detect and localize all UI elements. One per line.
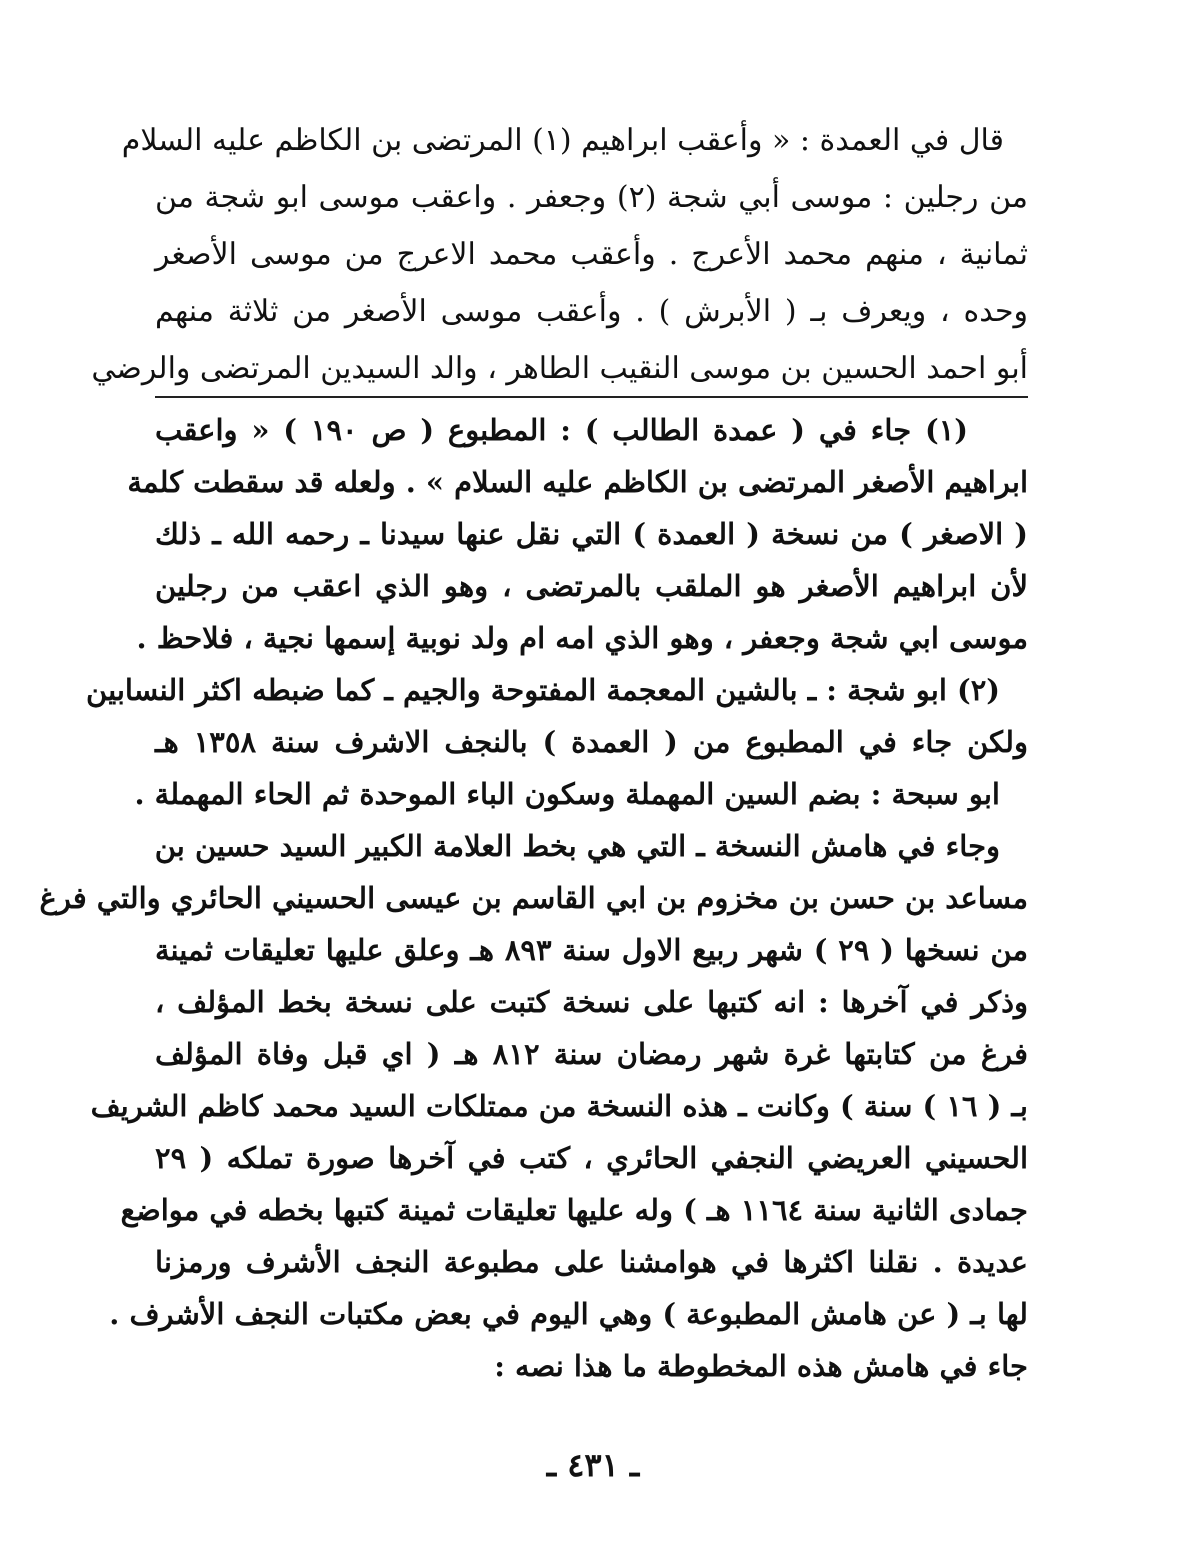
footnote-line: (٢) ابو شجة : ـ بالشين المعجمة المفتوحة والجيم ـ كما ضبطه اكثر النسابين (86, 673, 1000, 707)
footnote-line: (١) جاء في ( عمدة الطالب ) : المطبوع ( ص ١٩٠ ) « واعقب (155, 413, 968, 447)
main-text-line: من رجلين : موسى أبي شجة (٢) وجعفر . واعقب موسى ابو شجة من (155, 180, 1028, 215)
page-number: ـ ٤٣١ ـ (546, 1446, 640, 1484)
footnote-line: مساعد بن حسن بن مخزوم بن ابي القاسم بن عيسى الحسيني الحائري والتي فرغ (39, 881, 1028, 915)
main-text-line: ثمانية ، منهم محمد الأعرج . وأعقب محمد الاعرج من موسى الأصغر (155, 237, 1028, 272)
footnote-line: لأن ابراهيم الأصغر هو الملقب بالمرتضى ، وهو الذي اعقب من رجلين (155, 569, 1028, 603)
footnote-line: موسى ابي شجة وجعفر ، وهو الذي امه ام ولد نوبية إسمها نجية ، فلاحظ . (136, 621, 1028, 655)
footnote-line: فرغ من كتابتها غرة شهر رمضان سنة ٨١٢ هـ ( اي قبل وفاة المؤلف (155, 1037, 1028, 1071)
footnote-line: من نسخها ( ٢٩ ) شهر ربيع الاول سنة ٨٩٣ هـ وعلق عليها تعليقات ثمينة (155, 933, 1028, 967)
footnote-line: جاء في هامش هذه المخطوطة ما هذا نصه : (494, 1349, 1028, 1383)
main-text (91, 112, 1028, 397)
footnote-line: ابراهيم الأصغر المرتضى بن الكاظم عليه السلام » . ولعله قد سقطت كلمة (127, 465, 1028, 499)
footnote-line: الحسيني العريضي النجفي الحائري ، كتب في آخرها صورة تملكه ( ٢٩ (155, 1141, 1028, 1175)
footnote-line: وجاء في هامش النسخة ـ التي هي بخط العلامة الكبير السيد حسين بن (154, 829, 1000, 863)
footnote-line: ابو سبحة : بضم السين المهملة وسكون الباء الموحدة ثم الحاء المهملة . (134, 777, 1000, 811)
main-text-line: أبو احمد الحسين بن موسى النقيب الطاهر ، والد السيدين المرتضى والرضي (91, 351, 1028, 386)
main-text-line: وحده ، ويعرف بـ ( الأبرش ) . وأعقب موسى الأصغر من ثلاثة منهم (155, 294, 1028, 329)
footnote-line: بـ ( ١٦ ) سنة ) وكانت ـ هذه النسخة من ممتلكات السيد محمد كاظم الشريف (90, 1089, 1028, 1123)
footnote-line: وذكر في آخرها : انه كتبها على نسخة كتبت على نسخة بخط المؤلف ، (155, 985, 1028, 1019)
footnote-line: جمادى الثانية سنة ١١٦٤ هـ ) وله عليها تعليقات ثمينة كتبها بخطه في مواضع (120, 1193, 1028, 1227)
footnote-line: عديدة . نقلنا اكثرها في هوامشنا على مطبوعة النجف الأشرف ورمزنا (155, 1245, 1028, 1279)
footnote-line: ولكن جاء في المطبوع من ( العمدة ) بالنجف الاشرف سنة ١٣٥٨ هـ (155, 725, 1028, 759)
footnote-line: لها بـ ( عن هامش المطبوعة ) وهي اليوم في بعض مكتبات النجف الأشرف . (109, 1297, 1028, 1331)
main-text-line: قال في العمدة : « وأعقب ابراهيم (١) المرتضى بن الكاظم عليه السلام (121, 123, 1004, 158)
footnote-line: ( الاصغر ) من نسخة ( العمدة ) التي نقل عنها سيدنا ـ رحمه الله ـ ذلك (155, 517, 1028, 551)
footnote-divider (155, 396, 1028, 398)
footnotes (39, 404, 1028, 1392)
